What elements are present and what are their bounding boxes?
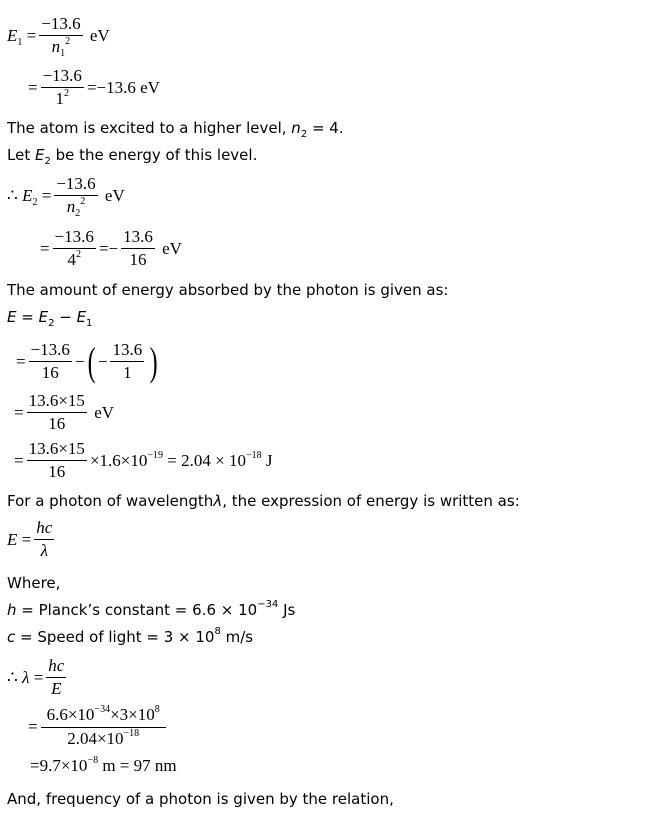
fraction: $\frac{-13.6}{16}$ xyxy=(30,340,70,382)
equation-e1-value: = $\frac{-13.6}{1^2}$ = −13.6 eV xyxy=(28,66,160,108)
subscript: 1 xyxy=(17,36,23,48)
result: −13.6 eV xyxy=(96,77,160,97)
fraction: $\frac{13.6}{16}$ xyxy=(123,227,153,269)
equation-e-hc-lambda: E = $\frac{hc}{\lambda}$ xyxy=(7,518,53,560)
text-excited-level: The atom is excited to a higher level, $n_2 = 4$. xyxy=(7,119,344,140)
denominator: $1^2$ xyxy=(55,88,70,108)
equation-e2-definition: ∴ $E_2$ = $\frac{-13.6}{n_2^2}$ eV xyxy=(7,174,125,219)
text-frequency-relation: And, frequency of a photon is given by the relation, xyxy=(7,790,394,808)
fraction xyxy=(41,66,84,109)
fraction: $\frac{hc}{\lambda}$ xyxy=(36,518,53,560)
text-where: Where, xyxy=(7,574,61,592)
fraction: $\frac{6.6\times 10^{-34}\times 3\times 10^8}{2.04\times 10^{-18}}$ xyxy=(41,705,166,749)
fraction: $\frac{13.6\times 15}{16}$ xyxy=(28,391,85,433)
denominator: $n_1^2$ xyxy=(51,36,71,59)
equation-e-simplified: = $\frac{13.6\times 15}{16}$ eV xyxy=(14,391,115,433)
text-energy-absorbed: The amount of energy absorbed by the photon is given as: xyxy=(7,281,449,299)
text-let-e2: Let $E_2$ be the energy of this level. xyxy=(7,146,258,167)
fraction: $\frac{13.6\times 15}{16}$ xyxy=(28,439,85,481)
fraction xyxy=(54,174,97,217)
equation-e-substitution: = $\frac{-13.6}{16}$ − ( − $\frac{13.6}{1}$ ) xyxy=(16,338,158,384)
equation-lambda-hc-e: ∴ λ = $\frac{hc}{E}$ xyxy=(7,656,65,698)
numerator: −13.6 xyxy=(41,66,84,88)
fraction: $\frac{hc}{E}$ xyxy=(48,656,65,698)
unit: eV xyxy=(89,25,110,45)
equation-e1-definition: $E_1$ = $\frac{-13.6}{n_1^2}$ eV xyxy=(7,14,110,59)
equation-e-joules: = $\frac{13.6\times 15}{16}$ $\times 1.6\times 10^{-19}$ = $2.04 \times 10^{-18}$ J xyxy=(14,439,273,481)
numerator: −13.6 xyxy=(39,14,82,36)
equation-e-difference: $E = E_2 - E_1$ xyxy=(7,308,93,329)
numerator: −13.6 xyxy=(54,174,97,196)
text-planck-constant: h = Planck’s constant = $6.6 \times 10^{-34}$ Js xyxy=(7,599,296,619)
equation-e2-value: = $\frac{-13.6}{4^2}$ =− $\frac{13.6}{16}$ eV xyxy=(40,227,182,269)
denominator: $n_2^2$ xyxy=(66,196,86,219)
text-photon-wavelength: For a photon of wavelengthλ, the expression of energy is written as: xyxy=(7,492,520,510)
fraction: $\frac{13.6}{1}$ xyxy=(112,340,143,382)
text-speed-of-light: c = Speed of light = $3 \times 10^8$ m/s xyxy=(7,626,254,646)
fraction xyxy=(39,14,82,57)
equation-lambda-substitution: = $\frac{6.6\times 10^{-34}\times 3\times 10^8}{2.04\times 10^{-18}}$ xyxy=(28,705,169,749)
equation-lambda-result: $=9.7\times 10^{-8}$ m = 97 nm xyxy=(30,755,177,775)
therefore-symbol: ∴ xyxy=(7,185,18,205)
fraction: $\frac{-13.6}{4^2}$ xyxy=(54,227,94,269)
var-e: E xyxy=(7,25,18,45)
